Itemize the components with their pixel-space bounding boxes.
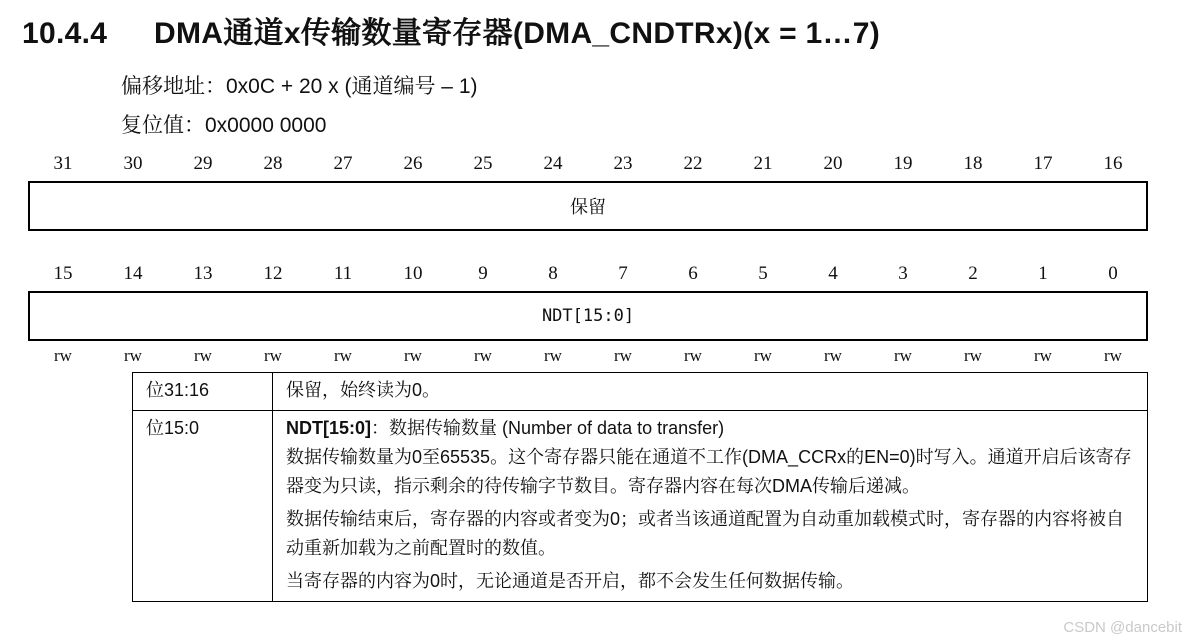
bit-number: 9 [478, 263, 488, 284]
access-label: rw [474, 346, 492, 365]
bit-number: 26 [403, 153, 423, 174]
bit-number: 28 [263, 153, 283, 174]
bit-number: 4 [828, 263, 838, 284]
description-paragraph: 当寄存器的内容为0时，无论通道是否开启，都不会发生任何数据传输。 [286, 571, 855, 591]
field-title [286, 414, 1138, 443]
bit-number: 27 [333, 153, 353, 174]
bit-number: 20 [823, 153, 843, 174]
watermark: CSDN @dancebit [1063, 619, 1182, 636]
description-paragraph: 数据传输数量为0至65535。这个寄存器只能在通道不工作(DMA_CCRx的EN=0)时写入。通道开启后该寄存器变为只读，指示剩余的待传输字节数目。寄存器内容在每次DMA传输后递减。 [286, 447, 1132, 496]
section-title: DMA通道x传输数量寄存器(DMA_CNDTRx)(x = 1…7) [154, 17, 881, 50]
bit-number: 18 [963, 153, 983, 174]
access-label: rw [1104, 346, 1122, 365]
access-label: rw [614, 346, 632, 365]
field-name: NDT[15:0] [286, 418, 372, 438]
ndt-field [28, 291, 1148, 341]
reserved-field [28, 181, 1148, 231]
access-label: rw [1034, 346, 1052, 365]
bit-number: 22 [683, 153, 703, 174]
upper-bit-numbers [28, 153, 1148, 175]
bit-number: 16 [1103, 153, 1123, 174]
description-cell [273, 411, 1148, 602]
section-heading [22, 8, 880, 52]
bit-number: 1 [1038, 263, 1048, 284]
access-label: rw [194, 346, 212, 365]
bit-description-table [132, 372, 1148, 602]
reset-value: 0x0000 0000 [205, 114, 327, 137]
bit-number: 19 [893, 153, 913, 174]
offset-line [121, 70, 478, 100]
bit-number: 31 [53, 153, 73, 174]
bit-number: 24 [543, 153, 563, 174]
bit-number: 3 [898, 263, 908, 284]
access-label: rw [544, 346, 562, 365]
access-label: rw [824, 346, 842, 365]
offset-value: 0x0C + 20 x (通道编号 – 1) [226, 75, 478, 98]
bit-number: 30 [123, 153, 143, 174]
access-label: rw [334, 346, 352, 365]
bit-number: 11 [333, 263, 353, 284]
bit-number: 7 [618, 263, 628, 284]
access-label: rw [964, 346, 982, 365]
description-paragraph: 数据传输结束后，寄存器的内容或者变为0；或者当该通道配置为自动重加载模式时，寄存器的内容将被自动重新加载为之前配置时的数值。 [286, 509, 1125, 558]
access-label: rw [124, 346, 142, 365]
table-row [133, 411, 1148, 602]
reserved-label: 保留 [570, 197, 606, 218]
bit-number: 15 [53, 263, 73, 284]
bit-number: 5 [758, 263, 768, 284]
bit-number: 23 [613, 153, 633, 174]
offset-label: 偏移地址： [121, 75, 226, 98]
access-label: rw [404, 346, 422, 365]
bit-number: 21 [753, 153, 773, 174]
access-label: rw [54, 346, 72, 365]
bit-number: 10 [403, 263, 423, 284]
bit-number: 29 [193, 153, 213, 174]
reset-label: 复位值： [121, 114, 205, 137]
field-name-suffix: ：数据传输数量 (Number of data to transfer) [371, 418, 725, 438]
access-label: rw [754, 346, 772, 365]
bit-number: 12 [263, 263, 283, 284]
bit-number: 13 [193, 263, 213, 284]
bit-number: 2 [968, 263, 978, 284]
bit-number: 8 [548, 263, 558, 284]
table-row [133, 373, 1148, 411]
access-label: rw [264, 346, 282, 365]
access-label: rw [894, 346, 912, 365]
access-row [28, 346, 1148, 366]
description-cell: 保留，始终读为0。 [273, 373, 1148, 411]
bit-number: 6 [688, 263, 698, 284]
bit-number: 0 [1108, 263, 1118, 284]
bit-range-cell: 位31:16 [133, 373, 273, 411]
ndt-label: NDT[15:0] [541, 306, 635, 326]
bit-number: 25 [473, 153, 493, 174]
bit-number: 17 [1033, 153, 1053, 174]
section-number: 10.4.4 [22, 17, 108, 50]
lower-bit-numbers [28, 263, 1148, 285]
reset-line [121, 109, 326, 139]
bit-number: 14 [123, 263, 143, 284]
access-label: rw [684, 346, 702, 365]
bit-range-cell: 位15:0 [133, 411, 273, 602]
